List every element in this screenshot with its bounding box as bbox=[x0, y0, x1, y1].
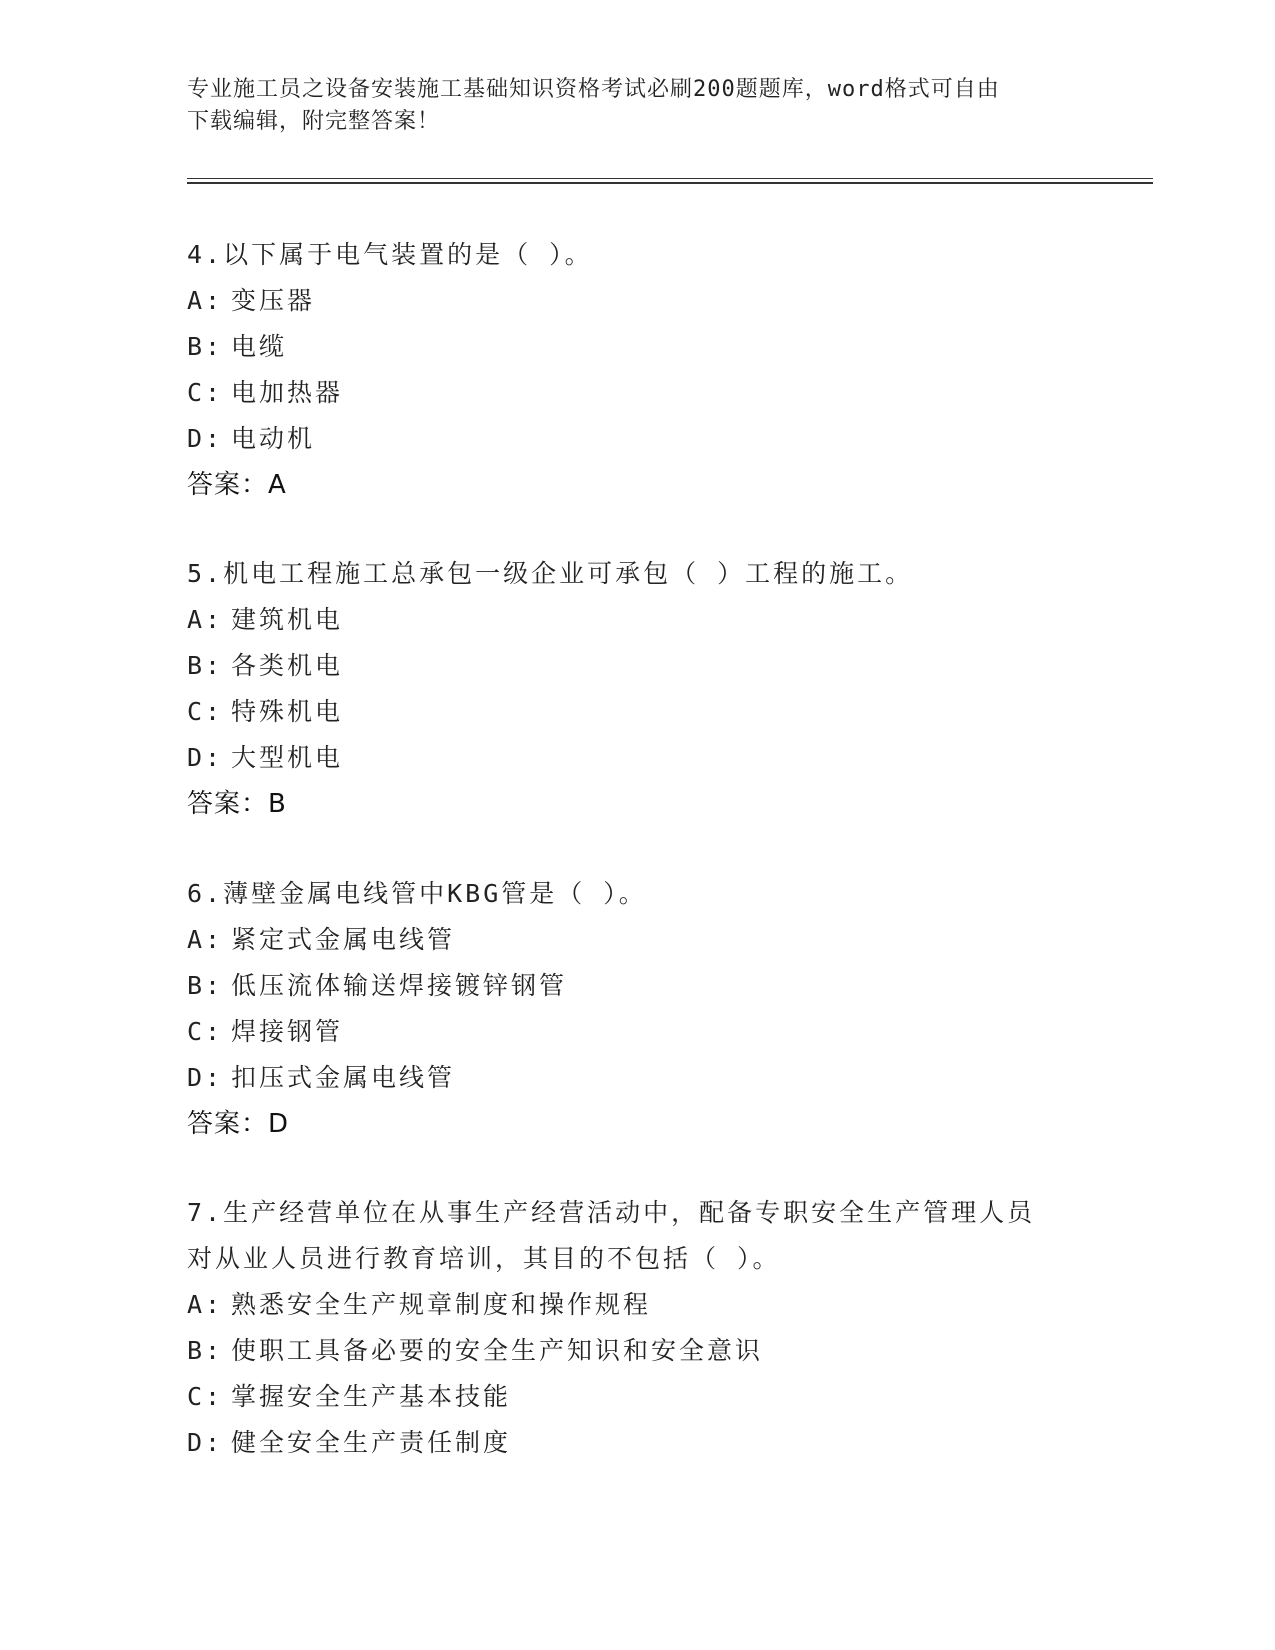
option-text: 健全安全生产责任制度 bbox=[231, 1428, 512, 1457]
option-a bbox=[187, 278, 1087, 324]
option-key: D: bbox=[187, 743, 224, 772]
option-key: D: bbox=[187, 1428, 224, 1457]
question-5 bbox=[187, 551, 1087, 827]
option-d bbox=[187, 735, 1087, 781]
question-stem: 6.薄壁金属电线管中KBG管是（ ）。 bbox=[187, 879, 647, 908]
option-text: 焊接钢管 bbox=[231, 1017, 344, 1046]
option-text: 大型机电 bbox=[231, 743, 344, 772]
question-stem-line-1: 7.生产经营单位在从事生产经营活动中，配备专职安全生产管理人员 bbox=[187, 1198, 1036, 1227]
question-stem: 5.机电工程施工总承包一级企业可承包（ ）工程的施工。 bbox=[187, 559, 914, 588]
option-key: C: bbox=[187, 378, 224, 407]
option-text: 各类机电 bbox=[231, 651, 344, 680]
header-line-1: 专业施工员之设备安装施工基础知识资格考试必刷200题题库，word格式可自由 bbox=[187, 77, 1000, 102]
header-line-2: 下载编辑，附完整答案！ bbox=[187, 109, 441, 134]
question-4 bbox=[187, 232, 1087, 508]
option-b bbox=[187, 963, 1087, 1009]
option-text: 熟悉安全生产规章制度和操作规程 bbox=[231, 1290, 652, 1319]
option-key: A: bbox=[187, 286, 224, 315]
option-key: B: bbox=[187, 1336, 224, 1365]
option-text: 扣压式金属电线管 bbox=[231, 1063, 456, 1092]
option-text: 电缆 bbox=[231, 332, 288, 361]
option-c bbox=[187, 689, 1087, 735]
option-c bbox=[187, 370, 1087, 416]
option-key: A: bbox=[187, 1290, 224, 1319]
option-text: 变压器 bbox=[231, 286, 316, 315]
option-c bbox=[187, 1374, 1087, 1420]
option-key: C: bbox=[187, 697, 224, 726]
option-a bbox=[187, 1282, 1087, 1328]
option-d bbox=[187, 1420, 1087, 1466]
option-c bbox=[187, 1009, 1087, 1055]
option-d bbox=[187, 416, 1087, 462]
question-7 bbox=[187, 1190, 1087, 1466]
option-key: D: bbox=[187, 424, 224, 453]
option-key: C: bbox=[187, 1382, 224, 1411]
option-a bbox=[187, 597, 1087, 643]
option-key: A: bbox=[187, 925, 224, 954]
option-text: 建筑机电 bbox=[231, 605, 344, 634]
option-text: 紧定式金属电线管 bbox=[231, 925, 456, 954]
option-b bbox=[187, 324, 1087, 370]
answer-line: 答案：A bbox=[187, 470, 287, 500]
question-stem-line-2: 对从业人员进行教育培训，其目的不包括（ ）。 bbox=[187, 1244, 781, 1273]
question-6 bbox=[187, 871, 1087, 1147]
document-header bbox=[187, 74, 1087, 138]
option-b bbox=[187, 1328, 1087, 1374]
answer-line: 答案：B bbox=[187, 789, 287, 819]
option-key: D: bbox=[187, 1063, 224, 1092]
option-key: C: bbox=[187, 1017, 224, 1046]
option-d bbox=[187, 1055, 1087, 1101]
option-key: B: bbox=[187, 971, 224, 1000]
option-a bbox=[187, 917, 1087, 963]
option-text: 电加热器 bbox=[231, 378, 344, 407]
option-b bbox=[187, 643, 1087, 689]
option-text: 掌握安全生产基本技能 bbox=[231, 1382, 512, 1411]
question-stem: 4.以下属于电气装置的是（ ）。 bbox=[187, 240, 593, 269]
header-divider-bottom bbox=[187, 182, 1153, 184]
option-key: A: bbox=[187, 605, 224, 634]
option-text: 电动机 bbox=[231, 424, 316, 453]
option-text: 特殊机电 bbox=[231, 697, 344, 726]
header-divider-top bbox=[187, 178, 1153, 179]
option-key: B: bbox=[187, 332, 224, 361]
option-text: 低压流体输送焊接镀锌钢管 bbox=[231, 971, 568, 1000]
option-text: 使职工具备必要的安全生产知识和安全意识 bbox=[231, 1336, 764, 1365]
answer-line: 答案：D bbox=[187, 1109, 290, 1139]
option-key: B: bbox=[187, 651, 224, 680]
